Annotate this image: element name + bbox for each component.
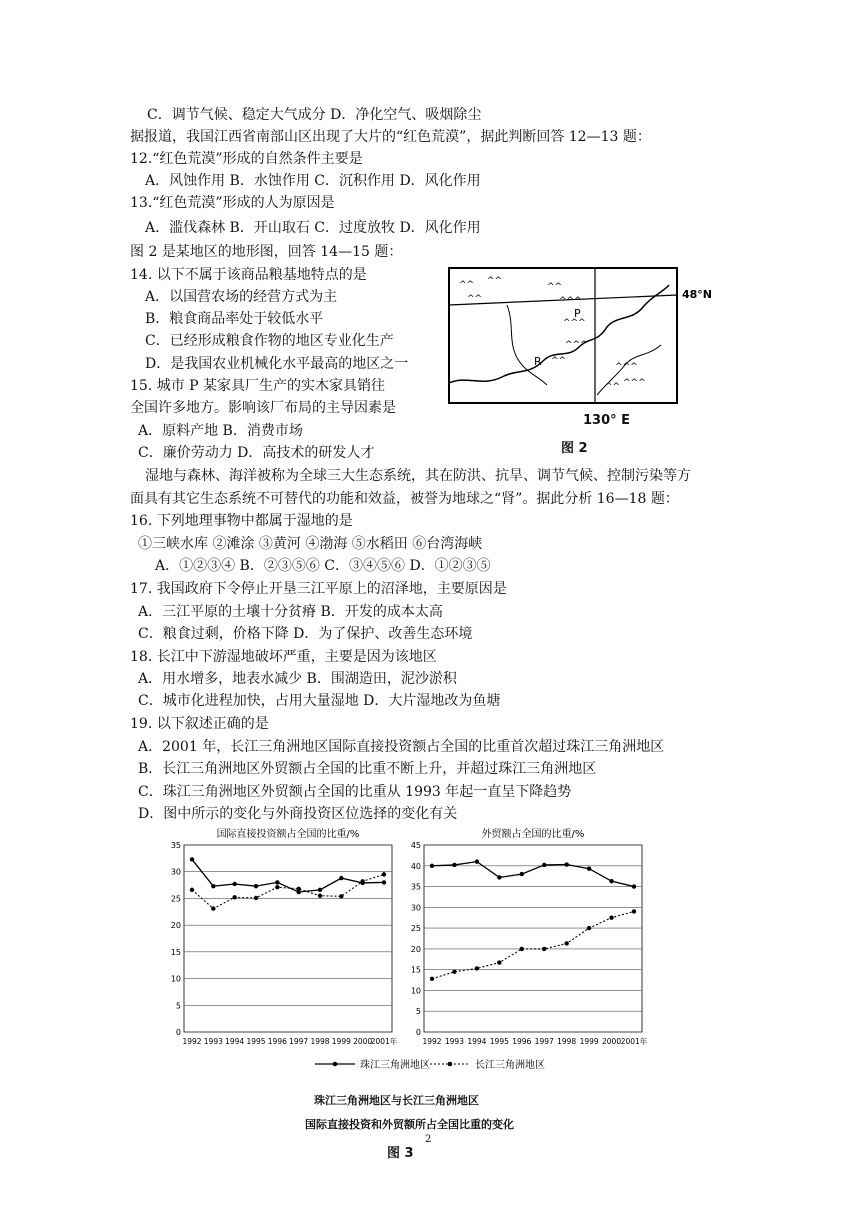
chart-2-xtick-label: 2000	[602, 1037, 622, 1046]
svg-text:^^: ^^	[551, 356, 567, 366]
question-14: 14. 以下不属于该商品粮基地特点的是	[130, 267, 367, 283]
question-16-options: A．①②③④ B．②③⑤⑥ C．③④⑤⑥ D．①②③⑤	[155, 558, 491, 574]
chart-2-series-cj-point	[520, 947, 524, 951]
chart-2-series-cj-point	[632, 909, 636, 913]
question-14-option-b: B．粮食商品率处于较低水平	[145, 311, 324, 327]
intro-12-13: 据报道，我国江西省南部山区出现了大片的“红色荒漠”，据此判断回答 12—13 题：	[130, 129, 651, 145]
figure-3-caption: 图 3	[387, 1146, 414, 1161]
chart-1-series-cj-point	[360, 879, 364, 883]
chart-1-series-zj-point	[254, 884, 258, 888]
chart-2-series-cj-line	[432, 911, 634, 978]
chart-2-xtick-label: 1993	[444, 1037, 464, 1046]
chart-1-series-cj-point	[190, 888, 194, 892]
chart-2-series-cj-point	[609, 916, 613, 920]
question-16-items: ①三峡水库 ②滩涂 ③黄河 ④渤海 ⑤水稻田 ⑥台湾海峡	[138, 536, 483, 552]
chart-1-series-zj-point	[339, 876, 343, 880]
question-12: 12.“红色荒漠”形成的自然条件主要是	[130, 151, 363, 167]
svg-text:^^: ^^	[459, 280, 475, 290]
chart-1-xtick-label: 1993	[203, 1037, 223, 1046]
svg-text:^^: ^^	[467, 294, 483, 304]
terrain-map	[447, 265, 717, 410]
chart-1-series-zj-point	[318, 888, 322, 892]
chart-2-series-zj-point	[430, 864, 434, 868]
chart-2-series-cj-point	[542, 947, 546, 951]
latitude-label: 48°N	[682, 288, 713, 301]
chart-2-series-zj-point	[452, 863, 456, 867]
chart-1-series-cj-point	[318, 894, 322, 898]
intro-16-18-line1: 湿地与森林、海洋被称为全球三大生态系统，其在防洪、抗旱、调节气候、控制污染等方	[145, 468, 691, 484]
question-15-cont: 全国许多地方。影响该厂布局的主导因素是	[130, 400, 396, 416]
chart-2-ytick-label: 20	[410, 944, 421, 954]
chart-1-xtick-label: 2000	[353, 1037, 373, 1046]
legend-cj-marker	[448, 1062, 453, 1067]
chart-1-ytick-label: 30	[170, 867, 181, 877]
longitude-label: 130° E	[583, 413, 631, 428]
fdi-share-chart	[160, 825, 400, 1051]
chart-2-ytick-label: 30	[410, 903, 421, 913]
chart-1-series-zj-point	[232, 882, 236, 886]
svg-text:^^^: ^^^	[623, 378, 646, 388]
chart-1-xtick-label: 1996	[267, 1037, 287, 1046]
chart-2-series-zj-point	[497, 875, 501, 879]
chart-1-series-zj-point	[211, 884, 215, 888]
chart-2-series-zj-point	[542, 863, 546, 867]
chart-1-series-cj-point	[296, 887, 300, 891]
chart-1-xtick-label: 1994	[225, 1037, 245, 1046]
river-r-label: R	[534, 355, 542, 368]
chart-1-xtick-label: 1998	[310, 1037, 330, 1046]
legend-cj-label: 长江三角洲地区	[475, 1060, 545, 1071]
city-p-label: P	[574, 307, 581, 320]
chart-1-ytick-label: 35	[170, 841, 181, 850]
chart-2-plot-frame	[424, 845, 642, 1032]
chart-2-ytick-label: 5	[415, 1007, 421, 1017]
intro-16-18-line2: 面具有其它生态系统不可替代的功能和效益，被誉为地球之“肾”。据此分析 16—18 题：	[130, 491, 679, 507]
trade-share-chart	[400, 825, 650, 1051]
chart-2-ytick-label: 45	[410, 841, 421, 850]
chart-1-ytick-label: 10	[170, 974, 181, 984]
chart-2-series-cj-point	[475, 966, 479, 970]
chart-1-ytick-label: 25	[170, 894, 181, 904]
question-19-option-a: A．2001 年，长江三角洲地区国际直接投资额占全国的比重首次超过珠江三角洲地区	[138, 739, 665, 755]
page-number: 2	[425, 1134, 432, 1145]
chart-legend	[300, 1054, 560, 1074]
question-18: 18. 长江中下游湿地破坏严重，主要是因为该地区	[130, 649, 437, 665]
chart-2-series-cj-point	[497, 960, 501, 964]
question-15-options-ab: A．原料产地 B．消费市场	[138, 423, 303, 439]
question-16: 16. 下列地理事物中都属于湿地的是	[130, 513, 353, 529]
chart-1-title: 国际直接投资额占全国的比重/%	[216, 829, 360, 840]
chart-2-series-cj-point	[564, 941, 568, 945]
chart-2-series-zj-point	[520, 872, 524, 876]
chart-2-ytick-label: 35	[410, 882, 421, 892]
svg-text:^^^: ^^^	[563, 318, 586, 328]
chart-2-xtick-label: 1995	[489, 1037, 509, 1046]
chart-1-xtick-label: 1997	[289, 1037, 309, 1046]
question-15: 15. 城市 P 某家具厂生产的实木家具销往	[130, 378, 386, 394]
chart-1-series-cj-point	[211, 906, 215, 910]
q11-options-cd: C．调节气候、稳定大气成分 D．净化空气、吸烟除尘	[147, 107, 482, 123]
chart-2-ytick-label: 25	[410, 924, 421, 934]
chart-2-series-zj-point	[609, 879, 613, 883]
question-19-option-d: D．图中所示的变化与外商投资区位选择的变化有关	[138, 806, 458, 822]
figure-3-title-line1: 珠江三角洲地区与长江三角洲地区	[314, 1094, 479, 1107]
chart-1-xtick-label: 1995	[246, 1037, 266, 1046]
chart-2-series-cj-point	[430, 977, 434, 981]
legend-zj-marker	[333, 1062, 338, 1067]
chart-1-series-zj-point	[275, 880, 279, 884]
svg-text:^^: ^^	[487, 276, 503, 286]
chart-1-ytick-label: 5	[175, 1001, 181, 1011]
svg-text:^^^: ^^^	[559, 296, 582, 306]
chart-2-xtick-label: 1992	[422, 1037, 442, 1046]
chart-2-series-zj-point	[564, 862, 568, 866]
chart-1-series-cj-point	[232, 895, 236, 899]
svg-text:^^^: ^^^	[565, 340, 588, 350]
chart-1-series-cj-line	[192, 874, 384, 908]
chart-1-xtick-label: 1999	[331, 1037, 351, 1046]
chart-1-series-zj-line	[192, 859, 384, 892]
figure-3-title-line2: 国际直接投资和外贸额所占全国比重的变化	[305, 1118, 514, 1131]
question-18-options-ab: A．用水增多，地表水减少 B．围湖造田，泥沙淤积	[138, 671, 457, 687]
question-17: 17. 我国政府下令停止开垦三江平原上的沼泽地，主要原因是	[130, 581, 507, 597]
question-19-option-c: C．珠江三角洲地区外贸额占全国的比重从 1993 年起一直呈下降趋势	[138, 784, 572, 800]
chart-1-xtick-label: 1992	[182, 1037, 202, 1046]
chart-1-ytick-label: 20	[170, 921, 181, 931]
question-19: 19. 以下叙述正确的是	[130, 716, 269, 732]
chart-2-ytick-label: 15	[410, 965, 421, 975]
question-15-options-cd: C．廉价劳动力 D．高技术的研发人才	[138, 445, 375, 461]
question-14-option-d: D．是我国农业机械化水平最高的地区之一	[145, 356, 409, 372]
question-19-option-b: B．长江三角洲地区外贸额占全国的比重不断上升，并超过珠江三角洲地区	[138, 761, 597, 777]
svg-text:^^: ^^	[605, 382, 621, 392]
chart-1-series-cj-point	[339, 894, 343, 898]
chart-2-ytick-label: 10	[410, 986, 421, 996]
chart-2-xtick-label: 1998	[557, 1037, 577, 1046]
chart-2-series-cj-point	[452, 970, 456, 974]
svg-text:^^^: ^^^	[615, 362, 638, 372]
question-14-option-c: C．已经形成粮食作物的地区专业化生产	[145, 333, 394, 349]
chart-1-xtick-label: 2001年	[370, 1037, 398, 1046]
chart-2-series-zj-point	[632, 884, 636, 888]
question-14-option-a: A．以国营农场的经营方式为主	[145, 289, 338, 305]
question-17-options-cd: C．粮食过剩，价格下降 D．为了保护、改善生态环境	[138, 626, 473, 642]
chart-1-series-cj-point	[254, 896, 258, 900]
intro-14-15: 图 2 是某地区的地形图，回答 14—15 题：	[130, 244, 403, 260]
chart-2-series-zj-point	[475, 859, 479, 863]
figure-2-caption: 图 2	[561, 441, 588, 456]
chart-1-ytick-label: 15	[170, 947, 181, 957]
chart-1-series-cj-point	[382, 872, 386, 876]
chart-2-xtick-label: 1994	[467, 1037, 487, 1046]
chart-2-xtick-label: 2001年	[620, 1037, 648, 1046]
question-13-options: A．滥伐森林 B．开山取石 C．过度放牧 D．风化作用	[145, 220, 481, 236]
chart-1-series-zj-point	[382, 880, 386, 884]
chart-2-series-zj-line	[432, 862, 634, 887]
question-13: 13.“红色荒漠”形成的人为原因是	[130, 195, 335, 211]
question-12-options: A．风蚀作用 B．水蚀作用 C．沉积作用 D．风化作用	[145, 173, 481, 189]
question-18-options-cd: C．城市化进程加快，占用大量湿地 D．大片湿地改为鱼塘	[138, 693, 501, 709]
chart-1-series-cj-point	[275, 885, 279, 889]
svg-text:^^: ^^	[547, 282, 563, 292]
chart-2-ytick-label: 40	[410, 861, 421, 871]
chart-2-title: 外贸额占全国的比重/%	[481, 829, 585, 840]
chart-1-ytick-label: 0	[175, 1028, 181, 1037]
chart-2-xtick-label: 1997	[534, 1037, 554, 1046]
question-17-options-ab: A．三江平原的土壤十分贫瘠 B．开发的成本太高	[138, 604, 443, 620]
chart-2-ytick-label: 0	[415, 1028, 421, 1037]
chart-2-xtick-label: 1996	[512, 1037, 532, 1046]
chart-2-series-cj-point	[587, 926, 591, 930]
chart-1-series-zj-point	[190, 857, 194, 861]
legend-zj-label: 珠江三角洲地区	[360, 1060, 430, 1071]
chart-2-xtick-label: 1999	[579, 1037, 599, 1046]
chart-1-plot-frame	[184, 845, 392, 1032]
chart-2-series-zj-point	[587, 866, 591, 870]
